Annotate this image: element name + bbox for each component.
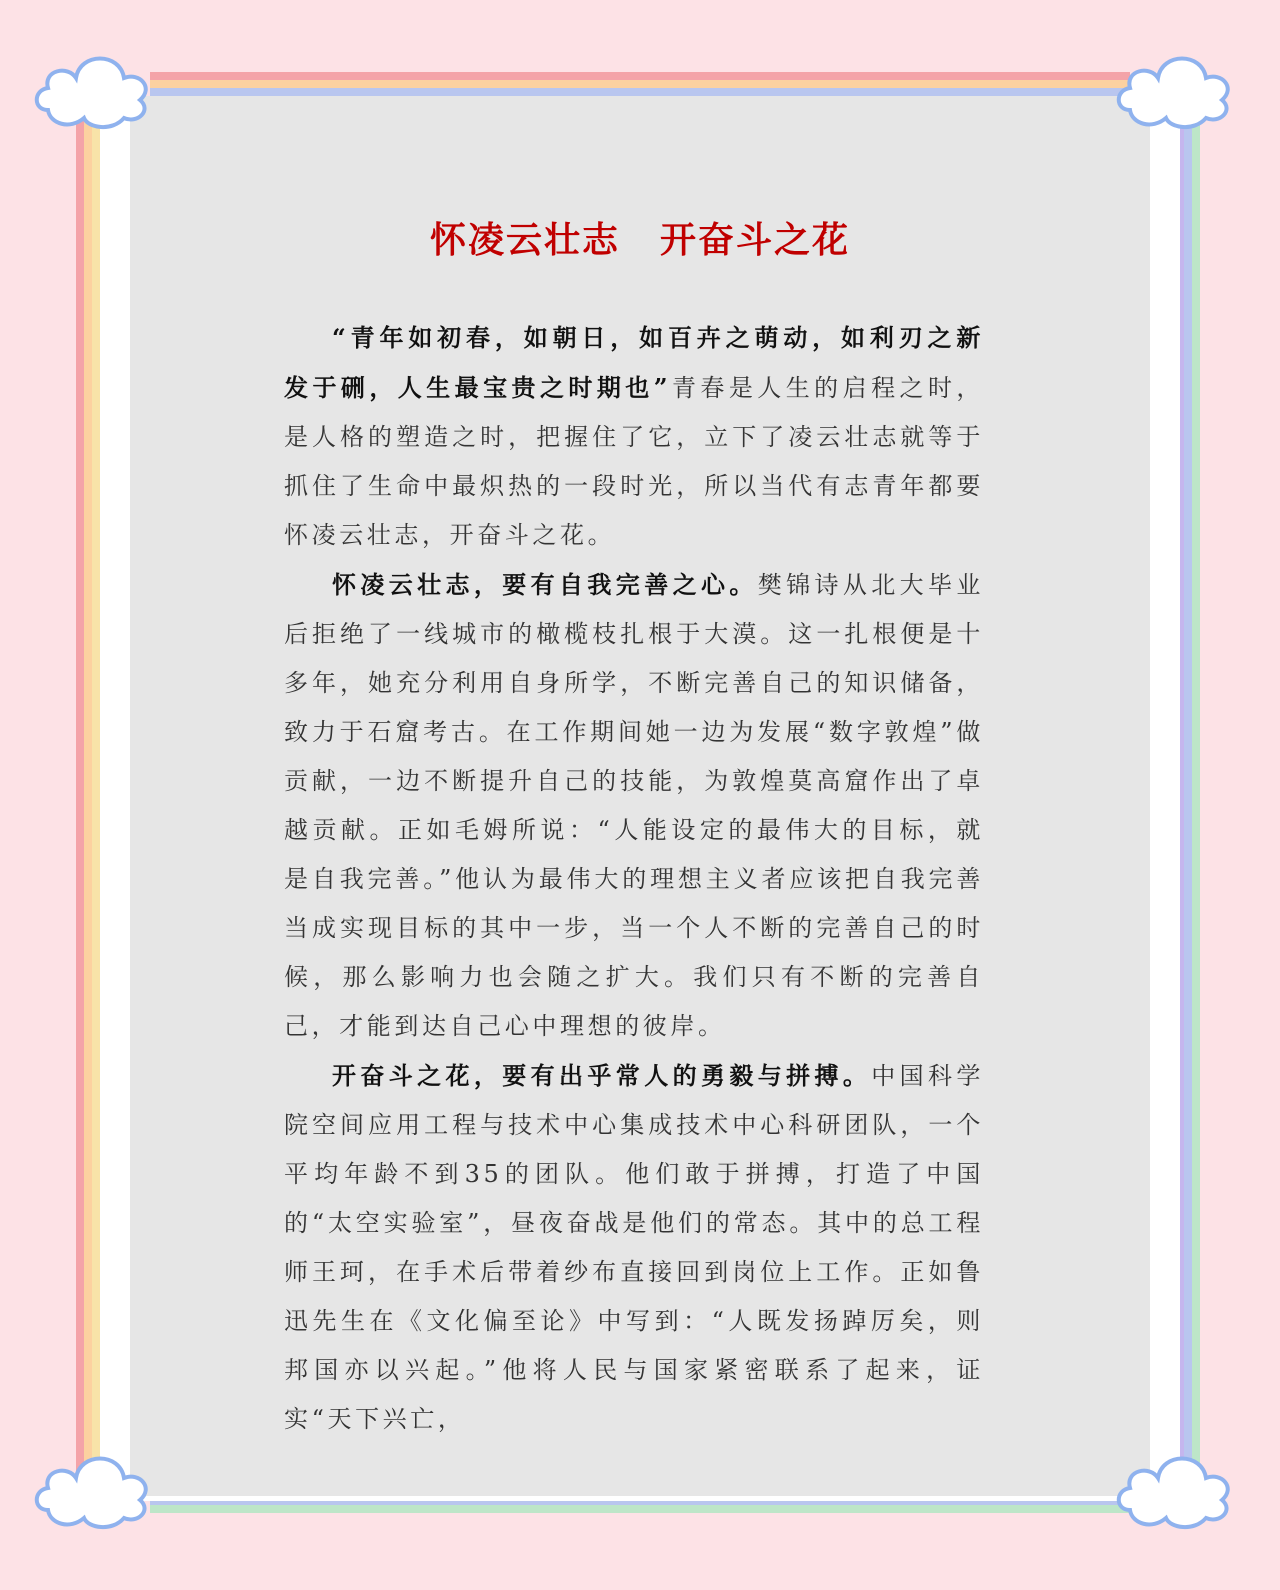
paragraph-2-lead: 怀凌云壮志，要有自我完善之心。 <box>332 570 758 599</box>
cloud-icon <box>28 40 158 135</box>
paragraph-3-lead: 开奋斗之花，要有出乎常人的勇毅与拼搏。 <box>332 1061 872 1090</box>
cloud-icon <box>1110 1440 1240 1535</box>
paragraph-1-text: 青春是人生的启程之时，是人格的塑造之时，把握住了它，立下了凌云壮志就等于抓住了生命中最炽热的一段时光，所以当代有志青年都要怀凌云壮志，开奋斗之花。 <box>284 374 984 549</box>
stripe-top-1 <box>150 72 1130 80</box>
paragraph-1 <box>284 313 984 560</box>
stripe-top-2 <box>150 80 1130 88</box>
paragraph-1-lead: “青年如初春，如朝日，如百卉之萌动，如利刃之新发于硎，人生最宝贵之时期也” <box>284 323 984 402</box>
stripe-left-1 <box>76 120 84 1480</box>
stripe-right-2 <box>1184 120 1192 1480</box>
title-part-1: 怀凌云壮志 <box>429 219 620 261</box>
paragraph-2 <box>284 560 984 1051</box>
paragraph-2-text: 樊锦诗从北大毕业后拒绝了一线城市的橄榄枝扎根于大漠。这一扎根便是十多年，她充分利用自身所学，不断完善自己的知识储备，致力于石窟考古。在工作期间她一边为发展“数字敦煌”做贡献，一边不断提升自己的技能，为敦煌莫高窟作出了卓越贡献。正如毛姆所说：“人能设定的最伟大的目标，就是自我完善。”他认为最伟大的理想主义者应该把自我完善当成实现目标的其中一步，当一个人不断的完善自己的时候，那么影响力也会随之扩大。我们只有不断的完善自己，才能到达自己心中理想的彼岸。 <box>284 571 984 1040</box>
stripe-bottom-2 <box>150 1505 1130 1513</box>
stripe-left-2 <box>84 120 92 1480</box>
paragraph-3-text: 中国科学院空间应用工程与技术中心集成技术中心科研团队，一个平均年龄不到35的团队。他们敢于拼搏，打造了中国的“太空实验室”，昼夜奋战是他们的常态。其中的总工程师王珂，在手术后带着纱布直接回到岗位上工作。正如鲁迅先生在《文化偏至论》中写到：“人既发扬踔厉矣，则邦国亦以兴起。”他将人民与国家紧密联系了起来，证实“天下兴亡， <box>284 1062 984 1433</box>
article-body <box>284 313 984 1444</box>
stripe-top-3 <box>150 88 1130 96</box>
cloud-icon <box>1110 40 1240 135</box>
title-part-2: 开奋斗之花 <box>660 219 851 261</box>
stripe-right-3 <box>1192 120 1200 1480</box>
paragraph-3 <box>284 1051 984 1444</box>
article-title <box>0 212 1280 263</box>
stripe-left-3 <box>92 120 100 1480</box>
cloud-icon <box>28 1440 158 1535</box>
